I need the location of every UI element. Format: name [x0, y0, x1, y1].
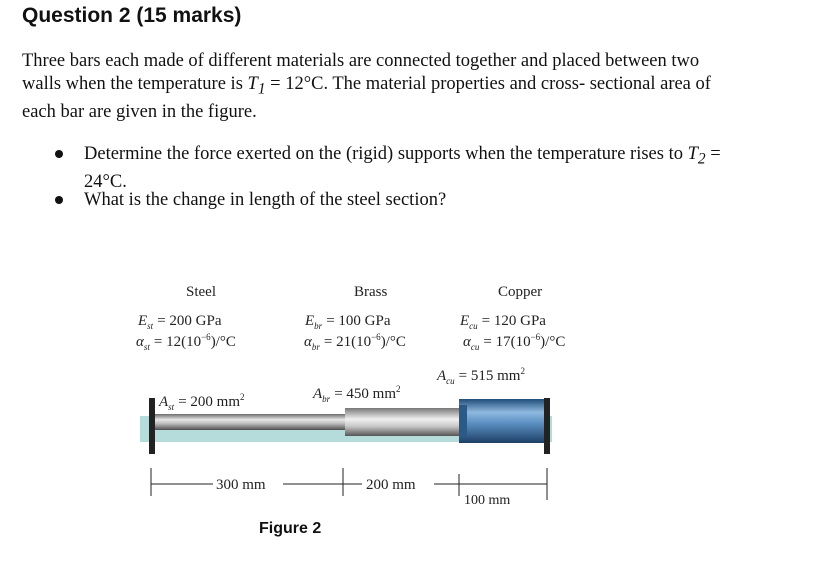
brass-E-sub: br	[314, 321, 323, 331]
steel-alpha-exp: −6	[201, 332, 211, 342]
bullet-1-text-b: = 24°C.	[84, 144, 721, 192]
copper-A-sub: cu	[446, 376, 455, 386]
steel-E-symbol: E	[138, 313, 148, 329]
copper-E-value: = 120 GPa	[481, 313, 546, 329]
copper-E-symbol: E	[460, 313, 470, 329]
copper-alpha-sub: cu	[470, 342, 480, 352]
copper-A-symbol: A	[437, 368, 447, 384]
steel-A-sub: st	[168, 402, 175, 412]
steel-A-symbol: A	[159, 394, 169, 410]
bullet-1-text-a: Determine the force exerted on the (rigid) supports when the temperature rises to	[84, 144, 688, 164]
question-heading: Question 2 (15 marks)	[22, 4, 242, 27]
copper-bar	[459, 399, 544, 443]
brass-modulus	[304, 313, 391, 331]
steel-label: Steel	[186, 284, 216, 300]
copper-alpha-unit: )/°C	[540, 334, 566, 350]
steel-alpha-symbol: α	[136, 334, 144, 350]
brass-alpha-sub: br	[311, 342, 320, 352]
copper-alpha	[463, 332, 565, 352]
steel-area	[158, 392, 244, 412]
brass-alpha-unit: )/°C	[380, 334, 406, 350]
t2-symbol: T	[687, 144, 698, 164]
copper-A-value: = 515 mm	[458, 368, 521, 384]
copper-alpha-value: = 17(10	[483, 334, 531, 350]
steel-bar	[155, 414, 345, 430]
brass-A-symbol: A	[313, 386, 323, 402]
steel-alpha-value: = 12(10	[153, 334, 202, 350]
copper-collar	[459, 405, 467, 437]
copper-A-exp: 2	[520, 366, 525, 376]
copper-modulus	[459, 313, 546, 331]
intro-text-2: = 12°C. The material properties and cross- sectional area of each bar are given in the figure.	[22, 74, 711, 122]
copper-area	[436, 366, 525, 386]
brass-alpha-exp: −6	[371, 332, 381, 342]
bullet-2-text: What is the change in length of the steel section?	[84, 190, 447, 210]
brass-area	[312, 384, 400, 404]
copper-length-label: 100 mm	[464, 493, 511, 508]
steel-alpha	[136, 332, 236, 352]
copper-alpha-exp: −6	[530, 332, 541, 342]
intro-text-1: Three bars each made of different materials are connected together and placed between two walls when the temperature is	[22, 51, 700, 94]
right-wall	[544, 398, 550, 454]
brass-bar	[345, 408, 459, 436]
brass-A-sub: br	[322, 394, 331, 404]
brass-length-label: 200 mm	[366, 477, 416, 493]
steel-alpha-unit: )/°C	[210, 334, 236, 350]
t1-symbol: T	[247, 74, 258, 94]
steel-length-label: 300 mm	[216, 477, 266, 493]
copper-E-sub: cu	[469, 321, 478, 331]
copper-alpha-symbol: α	[463, 334, 471, 350]
brass-alpha-symbol: α	[304, 334, 312, 350]
steel-A-exp: 2	[239, 392, 245, 402]
copper-label: Copper	[498, 284, 543, 300]
t1-subscript: 1	[257, 80, 266, 98]
figure-caption: Figure 2	[259, 520, 322, 537]
brass-A-value: = 450 mm	[334, 386, 396, 402]
steel-modulus	[137, 313, 222, 331]
brass-E-symbol: E	[305, 313, 315, 329]
left-wall	[149, 398, 155, 454]
steel-E-sub: st	[147, 321, 154, 331]
brass-alpha-value: = 21(10	[323, 334, 372, 350]
brass-label: Brass	[354, 284, 388, 300]
steel-A-value: = 200 mm	[178, 394, 240, 410]
t2-subscript: 2	[697, 150, 706, 168]
brass-E-value: = 100 GPa	[326, 313, 391, 329]
brass-alpha	[304, 332, 406, 352]
steel-alpha-sub: st	[143, 342, 150, 352]
brass-A-exp: 2	[395, 384, 401, 394]
steel-E-value: = 200 GPa	[157, 313, 222, 329]
